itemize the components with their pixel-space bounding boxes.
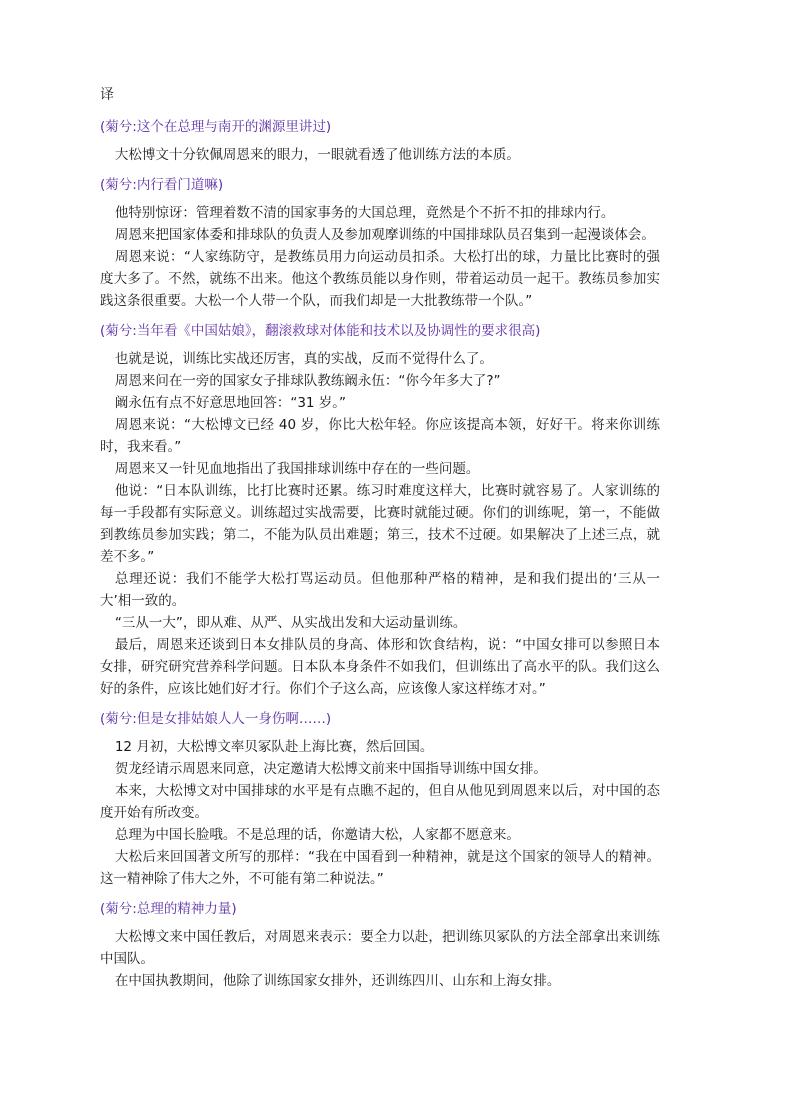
paragraph: 周恩来说：“大松博文已经 40 岁，你比大松年轻。你应该提高本领，好好干。将来你训练时，我来看。” <box>100 417 660 455</box>
paragraph: 周恩来把国家体委和排球队的负责人及参加观摩训练的中国排球队员召集到一起漫谈体会。 <box>114 227 655 243</box>
paragraph: 他说：“日本队训练，比打比赛时还累。练习时难度这样大，比赛时就容易了。人家训练的每一手段都有实际意义。训练超过实战需要，比赛时就能过硬。你们的训练呢，第一，不能做到教练员参加实践；第二，不能为队员出难题；第三，技术不过硬。如果解决了上述三点，就差不多。” <box>100 483 660 565</box>
paragraph: 最后，周恩来还谈到日本女排队员的身高、体形和饮食结构，说：“中国女排可以参照日本女排，研究研究营养科学问题。日本队本身条件不如我们，但训练出了高水平的队。我们这么好的条件，应该比她们好才行。你们个子这么高，应该像人家这样练才对。” <box>100 637 660 697</box>
paragraph: 大松博文来中国任教后，对周恩来表示：要全力以赴，把训练贝冢队的方法全部拿出来训练中国队。 <box>100 929 660 967</box>
section-body <box>100 348 660 700</box>
page-title: 译 <box>100 87 114 103</box>
paragraph: 周恩来问在一旁的国家女子排球队教练阚永伍：“你今年多大了?” <box>114 373 501 389</box>
paragraph: 总理还说：我们不能学大松打骂运动员。但他那种严格的精神，是和我们提出的‘三从一大’相一致的。 <box>100 571 660 609</box>
paragraph: 阚永伍有点不好意思地回答：“31 岁。” <box>114 395 347 411</box>
paragraph: 周恩来说：“人家练防守，是教练员用力向运动员扣杀。大松打出的球，力量比比赛时的强度大多了。不然，就练不出来。他这个教练员能以身作则，带着运动员一起干。教练员参加实践这条很重要。大松一个人带一个队，而我们却是一大批教练带一个队。” <box>100 249 660 309</box>
document-page <box>100 84 660 1000</box>
section-body <box>100 144 660 166</box>
document-body <box>100 116 660 992</box>
paragraph: 12 月初，大松博文率贝冢队赴上海比赛，然后回国。 <box>114 739 434 755</box>
editor-note: (菊兮:但是女排姑娘人人一身伤啊……) <box>100 711 332 727</box>
section-body <box>100 736 660 890</box>
paragraph: 本来，大松博文对中国排球的水平是有点瞧不起的，但自从他见到周恩来以后，对中国的态度开始有所改变。 <box>100 783 660 821</box>
editor-note: (菊兮:内行看门道嘛) <box>100 177 224 193</box>
section-body <box>100 926 660 992</box>
paragraph: 在中国执教期间，他除了训练国家女排外，还训练四川、山东和上海女排。 <box>114 973 561 989</box>
paragraph: 周恩来又一针见血地指出了我国排球训练中存在的一些问题。 <box>114 461 480 477</box>
paragraph: 大松博文十分钦佩周恩来的眼力，一眼就看透了他训练方法的本质。 <box>114 147 520 163</box>
paragraph: “三从一大”，即从难、从严、从实战出发和大运动量训练。 <box>114 615 467 631</box>
paragraph: 大松后来回国著文所写的那样：“我在中国看到一种精神，就是这个国家的领导人的精神。这一精神除了伟大之外，不可能有第二种说法。” <box>100 849 660 887</box>
section-body <box>100 202 660 312</box>
paragraph: 他特别惊讶：管理着数不清的国家事务的大国总理，竟然是个不折不扣的排球内行。 <box>114 205 615 221</box>
paragraph: 也就是说，训练比实战还厉害，真的实战，反而不觉得什么了。 <box>114 351 493 367</box>
paragraph: 贺龙经请示周恩来同意，决定邀请大松博文前来中国指导训练中国女排。 <box>114 761 547 777</box>
editor-note: (菊兮:当年看《中国姑娘》，翻滚救球对体能和技术以及协调性的要求很高) <box>100 323 541 339</box>
editor-note: (菊兮:这个在总理与南开的渊源里讲过) <box>100 119 332 135</box>
paragraph: 总理为中国长脸哦。不是总理的话，你邀请大松，人家都不愿意来。 <box>114 827 520 843</box>
editor-note: (菊兮:总理的精神力量) <box>100 901 237 917</box>
